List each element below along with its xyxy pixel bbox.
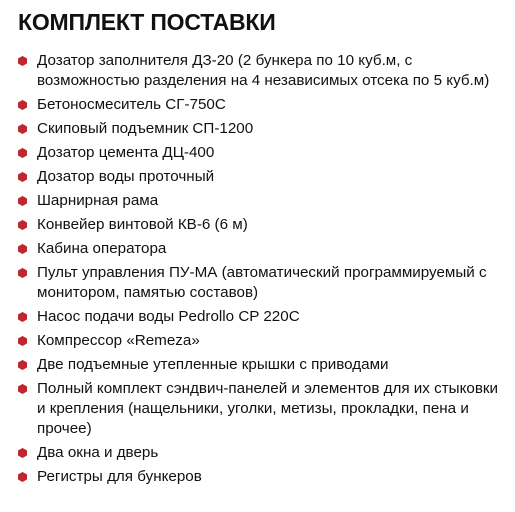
red-hexagon-icon [18, 360, 27, 370]
list-item [18, 51, 505, 91]
list-item-text: Насос подачи воды Pedrollo CP 220C [37, 308, 300, 325]
page-title: КОМПЛЕКТ ПОСТАВКИ [18, 9, 276, 35]
red-hexagon-icon [18, 172, 27, 182]
red-hexagon-icon [18, 56, 27, 66]
red-hexagon-icon [18, 148, 27, 158]
list-item [18, 379, 505, 439]
list-item [18, 239, 505, 259]
list-item [18, 443, 505, 463]
red-hexagon-icon [18, 312, 27, 322]
list-item-text: Дозатор цемента ДЦ-400 [37, 144, 215, 161]
list-item-text: Дозатор заполнителя ДЗ-20 (2 бункера по 10 куб.м, с возможностью разделения на 4 независимых отсека по 5 куб.м) [37, 52, 490, 89]
red-hexagon-icon [18, 448, 27, 458]
list-item-text: Дозатор воды проточный [37, 168, 215, 185]
red-hexagon-icon [18, 220, 27, 230]
list-item [18, 95, 505, 115]
list-item-text: Регистры для бункеров [37, 468, 202, 485]
list-item-text: Кабина оператора [37, 240, 167, 257]
red-hexagon-icon [18, 196, 27, 206]
red-hexagon-icon [18, 244, 27, 254]
red-hexagon-icon [18, 268, 27, 278]
list-item [18, 307, 505, 327]
delivery-items-list [18, 51, 505, 487]
list-item [18, 263, 505, 303]
list-item-text: Бетоносмеситель СГ-750С [37, 96, 226, 113]
list-item [18, 143, 505, 163]
list-item [18, 167, 505, 187]
list-item [18, 191, 505, 211]
list-item [18, 331, 505, 351]
list-item-text: Два окна и дверь [37, 444, 159, 461]
list-item [18, 215, 505, 235]
red-hexagon-icon [18, 100, 27, 110]
red-hexagon-icon [18, 384, 27, 394]
list-item-text: Шарнирная рама [37, 192, 159, 209]
red-hexagon-icon [18, 336, 27, 346]
list-item-text: Две подъемные утепленные крышки с приводами [37, 356, 389, 373]
list-item [18, 467, 505, 487]
list-item [18, 119, 505, 139]
list-item-text: Полный комплект сэндвич-панелей и элементов для их стыковки и крепления (нащельники, уголки, метизы, прокладки, пена и прочее) [37, 380, 499, 437]
list-item-text: Пульт управления ПУ-МА (автоматический программируемый с монитором, памятью составов) [37, 264, 487, 301]
red-hexagon-icon [18, 472, 27, 482]
list-item-text: Конвейер винтовой КВ-6 (6 м) [37, 216, 248, 233]
list-item-text: Компрессор «Remeza» [37, 332, 200, 349]
list-item [18, 355, 505, 375]
red-hexagon-icon [18, 124, 27, 134]
list-item-text: Скиповый подъемник СП-1200 [37, 120, 254, 137]
